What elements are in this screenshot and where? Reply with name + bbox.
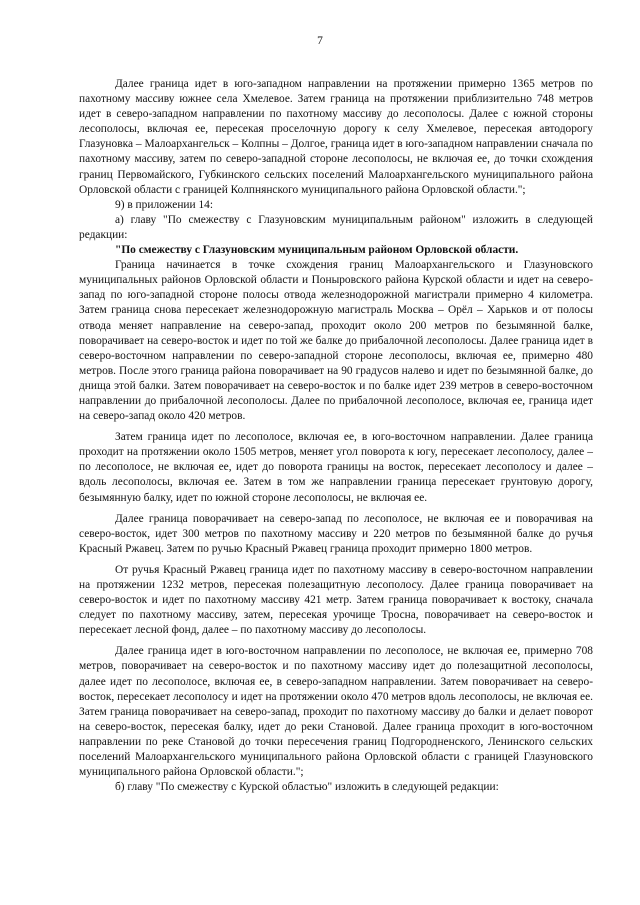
paragraph-5: Граница начинается в точке схождения границ Малоархангельского и Глазуновского муниципальных районов Орловской области и Поныровского района Курской области и идет на северо-запад по юго-западной стороне полосы отвода железнодорожной магистрали примерно 4 километра. Затем граница снова пересекает железнодорожную магистраль Москва – Орёл – Харьков и от полосы отвода меняет направление на северо-запад, проходит около 200 метров по безымянной балке, поворачивает на северо-восток и идет по той же балке до прибалочной лесополосы. Далее граница идет в северо-восточном направлении по северо-западной стороне лесополосы, включая ее, примерно 480 метров. После этого граница района поворачивает на 90 градусов налево и идет по безымянной балке, до днища этой балки. Затем поворачивает на северо-восток и по балке идет 239 метров в северо-восточном направлении до прибалочной лесополосы. Далее по прибалочной лесополосе, включая ее, граница идет на северо-запад около 420 метров. xyxy=(79,259,593,423)
document-body xyxy=(79,77,593,795)
paragraph-8: От ручья Красный Ржавец граница идет по пахотному массиву в северо-восточном направлении на протяжении 1232 метров, пересекая полезащитную лесополосу. Далее граница поворачивает на северо-восток и идет по пахотному массиву 421 метр. Затем граница поворачивает к востоку, сначала следует по пахотному массиву, затем, пересекая урочище Троснa, поворачивает на северо-восток и пересекает лесной фонд, далее – по пахотному массиву до лесополосы. xyxy=(79,563,593,637)
paragraph-1: Далее граница идет в юго-западном направлении на протяжении примерно 1365 метров по пахотному массиву южнее села Хмелевое. Затем граница на протяжении приблизительно 748 метров идет в северо-западном направлении по пахотному массиву до лесополосы. Далее с южной стороны лесополосы, включая ее, пересекая проселочную дорогу к селу Хмелевое, пересекая автодорогу Глазуновка – Малоархангельск – Колпны – Долгое, граница идет в юго-западном направлении сначала по пахотному массиву, затем по северо-западной стороне лесополосы, не включая ее, до точки схождения границ Первомайского, Губкинского сельских поселений Малоархангельского муниципального района Орловской области с границей Колпнянского муниципального района Орловской области."; xyxy=(79,78,593,196)
paragraph-2: 9) в приложении 14: xyxy=(115,198,214,211)
paragraph-7: Далее граница поворачивает на северо-запад по лесополосе, не включая ее и поворачивая на северо-восток, идет 300 метров по пахотному массиву и 220 метров по безымянной балке до ручья Красный Ржавец. Затем по ручью Красный Ржавец граница проходит примерно 1800 метров. xyxy=(79,512,593,555)
paragraph-9: Далее граница идет в юго-восточном направлении по лесополосе, не включая ее, примерно 708 метров, поворачивает на северо-восток и по пахотному массиву идет до полезащитной лесополосы, далее идет по лесополосе, включая ее, в северо-западном направлении. Затем поворачивает на северо-восток, пересекает лесополосу и идет на протяжении около 470 метров вдоль лесополосы, не включая ее. Затем граница поворачивает на северо-запад, проходит по пахотному массиву до балки и делает поворот на северо-восток, пересекая балку, идет до реки Становой. Далее граница проходит в юго-восточном направлении по реке Становой до точки пересечения границ Подгородненского, Ленинского сельских поселений Малоархангельского муниципального района Орловской области с границей Глазуновского муниципального района Орловской области."; xyxy=(79,645,593,779)
section-heading: "По смежеству с Глазуновским муниципальным районом Орловской области. xyxy=(115,244,519,257)
paragraph-3: а) главу "По смежеству с Глазуновским муниципальным районом" изложить в следующей редакции: xyxy=(79,213,593,241)
paragraph-6: Затем граница идет по лесополосе, включая ее, в юго-восточном направлении. Далее граница проходит на протяжении около 1505 метров, меняет угол поворота к югу, пересекает лесополосу, далее – по лесополосе, не включая ее, идет до поворота границы на восток, пересекает лесополосу и далее – вдоль лесополосы, включая ее. Затем в том же направлении граница пересекает грунтовую дорогу, безымянную балку, идет по южной стороне лесополосы, не включая ее. xyxy=(79,431,593,504)
page-number: 7 xyxy=(317,35,323,47)
paragraph-10: б) главу "По смежеству с Курской областью" изложить в следующей редакции: xyxy=(115,781,499,794)
